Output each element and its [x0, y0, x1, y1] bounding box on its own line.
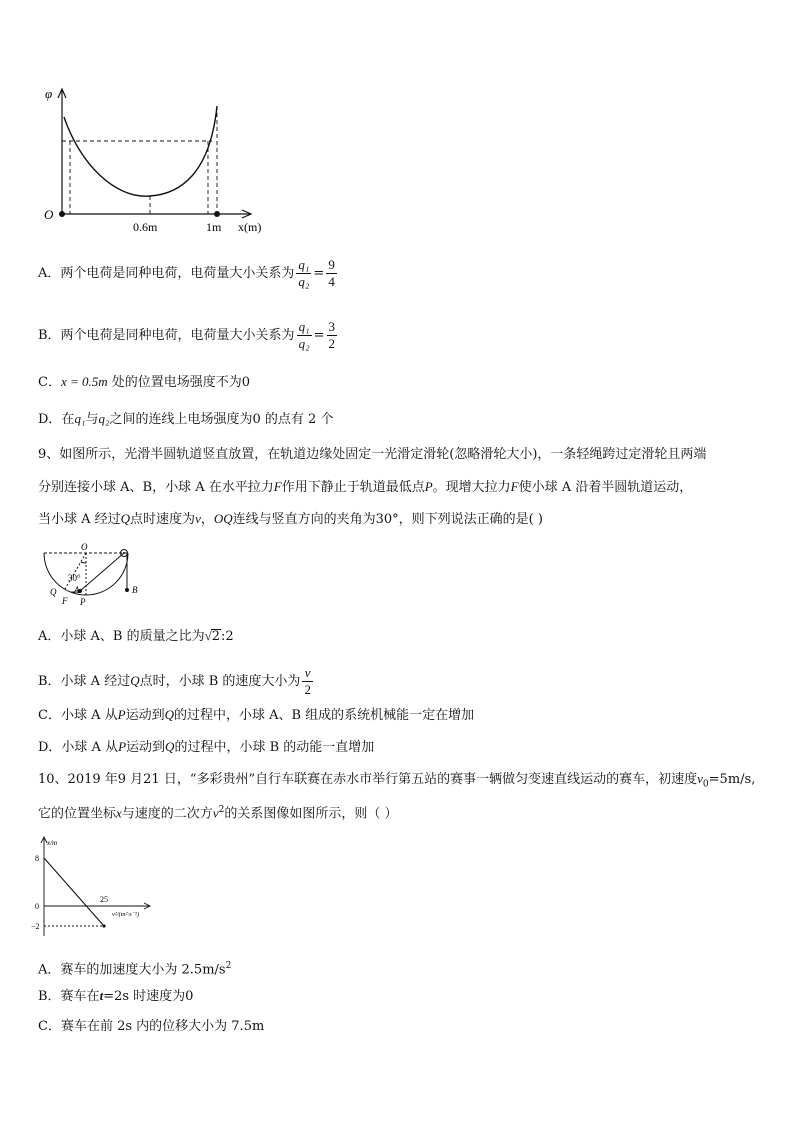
ball-b — [125, 588, 129, 592]
label-q: Q — [50, 587, 57, 597]
q9-option-d: D．小球 A 从P运动到Q的过程中，小球 B 的动能一直增加 — [38, 739, 375, 755]
end-point — [102, 924, 105, 927]
x-v2-graph — [30, 834, 160, 944]
q10-option-a: A．赛车的加速度大小为 $2.5m/s^2$ — [38, 961, 232, 978]
data-line — [44, 858, 104, 926]
q-ratio-frac: $\frac{\text{q₁}}{\text{q₂}}$ — [298, 319, 310, 351]
label-p: P — [80, 597, 86, 607]
tick-25: 25 — [100, 895, 108, 904]
q9-option-c: C．小球 A 从P运动到Q的过程中，小球 A、B 组成的系统机械能一定在增加 — [38, 707, 475, 723]
q8-option-c: C．x = 0.5m 处的位置电场强度不为0 — [38, 374, 251, 390]
q9-option-a: A．小球 A、B 的质量之比为√2:2 — [38, 628, 234, 644]
q10-stem-line2: 它的位置坐标x与速度的二次方$v^2$的关系图像如图所示，则（ ） — [38, 805, 398, 822]
y-axis-label: φ — [45, 86, 53, 101]
charge-q2-dot — [214, 211, 220, 217]
label-a: A — [74, 585, 80, 595]
x-axis-label: x(m) — [238, 220, 262, 234]
q9-stem-line2: 分别连接小球 A、B，小球 A 在水平拉力F作用下静止于轨道最低点P。现增大拉力F使小球 A 沿着半圆轨道运动， — [38, 479, 693, 495]
pulley-center — [123, 552, 125, 554]
tick-8: 8 — [35, 854, 39, 863]
label-b: B — [132, 585, 138, 595]
potential-graph — [40, 84, 280, 239]
y-axis-label: x/m — [47, 839, 58, 847]
angle-arc — [81, 562, 86, 563]
q-ratio-frac: $\frac{\text{q₁}}{\text{q₂}}$ — [298, 257, 310, 289]
origin-label: O — [44, 207, 54, 222]
q10-option-c: C．赛车在前 2s 内的位移大小为 7.5m — [38, 1019, 265, 1034]
q9-option-b: B．小球 A 经过Q点时，小球 B 的速度大小为 $\frac{v}{2}$ — [38, 665, 311, 697]
tick-0: 0 — [35, 902, 39, 911]
q10-stem-line1: 10、2019 年9 月21 日，“多彩贵州”自行车联赛在赤水市举行第五站的赛事一辆做匀变速直线运动的赛车，初速度$v_0=5m/s$, — [38, 771, 756, 790]
q8-option-b: B．两个电荷是同种电荷，电荷量大小关系为 $\frac{\text{q₁}}{\text{q₂}}$ = $\frac{3}{2}$ — [38, 319, 335, 351]
label-angle: 30° — [68, 573, 81, 583]
label-o: O — [81, 542, 88, 552]
tick-1: 1m — [206, 220, 222, 234]
semicircle-track-figure — [40, 541, 160, 611]
charge-q1-dot — [59, 211, 65, 217]
ratio-value-frac: $\frac{3}{2}$ — [328, 319, 335, 351]
q9-stem-line3: 当小球 A 经过Q点时速度为v，OQ连线与竖直方向的夹角为30°，则下列说法正确的是( ) — [38, 511, 543, 527]
ratio-value-frac: $\frac{9}{4}$ — [328, 257, 335, 289]
x-axis-label: v²/(m²·s⁻²) — [112, 911, 140, 918]
q10-option-b: B．赛车在t=2s 时速度为0 — [38, 988, 194, 1004]
tick-minus2: −2 — [31, 922, 40, 931]
rope-to-a — [80, 553, 124, 591]
q8-option-d: D．在q₁与q₂之间的连线上电场强度为0 的点有 2 个 — [38, 411, 334, 427]
oq-dashed — [65, 553, 86, 589]
potential-curve — [64, 106, 217, 196]
q9-stem-line1: 9、如图所示，光滑半圆轨道竖直放置，在轨道边缘处固定一光滑定滑轮(忽略滑轮大小)，一条轻绳跨过定滑轮且两端 — [38, 447, 707, 462]
q8-option-a: A．两个电荷是同种电荷，电荷量大小关系为 $\frac{\text{q₁}}{\text{q₂}}$ = $\frac{9}{4}$ — [38, 257, 335, 289]
label-f: F — [62, 596, 68, 606]
v-half-frac: $\frac{v}{2}$ — [304, 665, 311, 697]
tick-06: 0.6m — [133, 220, 158, 234]
